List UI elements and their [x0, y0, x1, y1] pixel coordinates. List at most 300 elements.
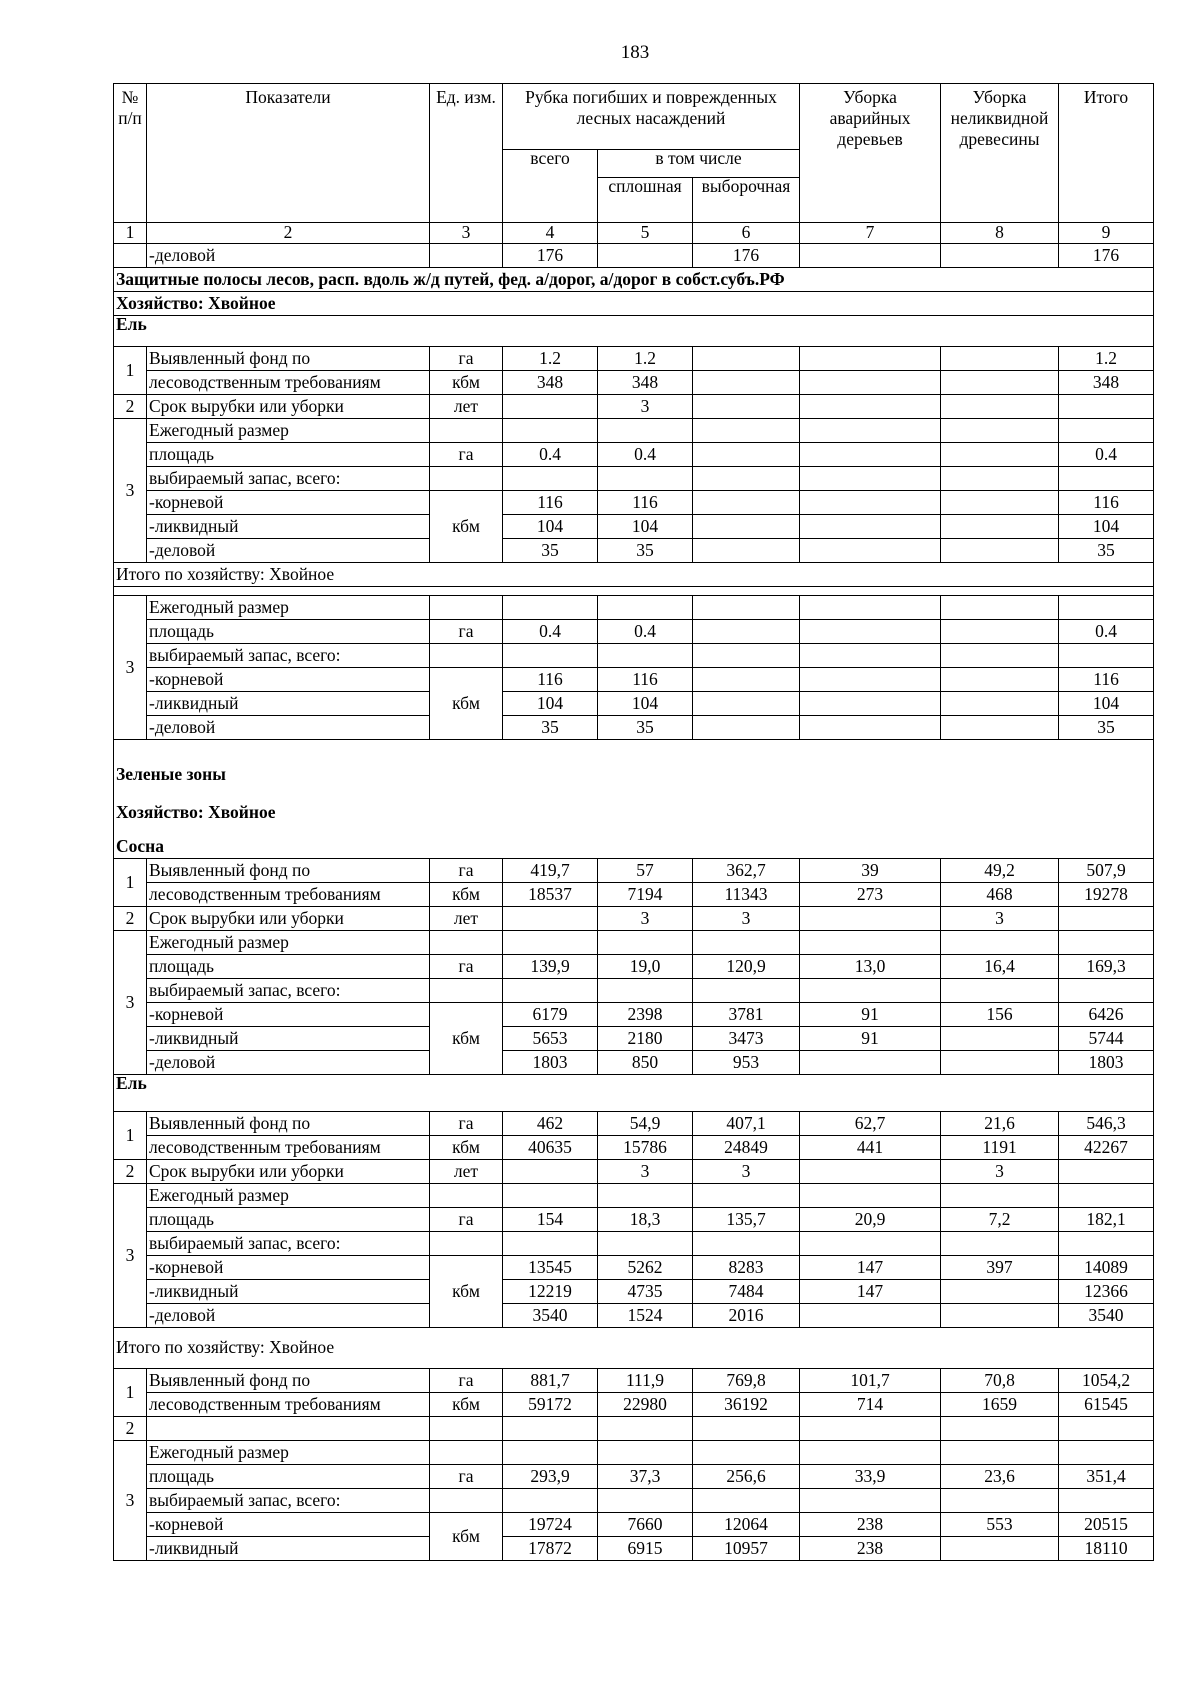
value-cell: 4735 [598, 1280, 693, 1304]
value-cell: 54,9 [598, 1112, 693, 1136]
value-cell: 35 [598, 716, 693, 740]
header-nonliquid: Уборка неликвидной древесины [941, 84, 1059, 223]
value-cell: 104 [598, 515, 693, 539]
value-cell: 0.4 [598, 620, 693, 644]
table-row [114, 1184, 1154, 1208]
value-cell: 169,3 [1059, 955, 1154, 979]
value-cell: 1.2 [1059, 347, 1154, 371]
table-row [114, 692, 1154, 716]
value-cell [941, 979, 1059, 1003]
indicator-label: -деловой [147, 1051, 430, 1075]
unit-cell: кбм [430, 371, 503, 395]
value-cell: 348 [1059, 371, 1154, 395]
value-cell: 7,2 [941, 1208, 1059, 1232]
indicator-label: выбираемый запас, всего: [147, 979, 430, 1003]
value-cell [800, 1184, 941, 1208]
value-cell: 42267 [1059, 1136, 1154, 1160]
indicator-label: Выявленный фонд по [147, 859, 430, 883]
value-cell [693, 443, 800, 467]
value-cell: 5653 [503, 1027, 598, 1051]
value-cell: 101,7 [800, 1369, 941, 1393]
value-cell [693, 668, 800, 692]
value-cell [800, 979, 941, 1003]
indicator-label: Выявленный фонд по [147, 1112, 430, 1136]
unit-cell: лет [430, 1160, 503, 1184]
value-cell: 20,9 [800, 1208, 941, 1232]
table-row [114, 1256, 1154, 1280]
table-row [114, 1369, 1154, 1393]
value-cell: 1054,2 [1059, 1369, 1154, 1393]
value-cell: 18110 [1059, 1537, 1154, 1561]
value-cell: 139,9 [503, 955, 598, 979]
row-number: 1 [114, 347, 147, 395]
value-cell: 1191 [941, 1136, 1059, 1160]
value-cell [693, 347, 800, 371]
value-cell [941, 1489, 1059, 1513]
value-cell: 6915 [598, 1537, 693, 1561]
value-cell [1059, 395, 1154, 419]
indicator-label: лесоводственным требованиям [147, 371, 430, 395]
value-cell [941, 347, 1059, 371]
unit-cell [430, 1184, 503, 1208]
indicator-label: -ликвидный [147, 692, 430, 716]
value-cell: 1.2 [598, 347, 693, 371]
value-cell: 3 [598, 907, 693, 931]
row-number: 2 [114, 395, 147, 419]
section-row [114, 740, 1154, 859]
table-row [114, 1232, 1154, 1256]
table-row [114, 1160, 1154, 1184]
table-row [114, 668, 1154, 692]
value-cell: 407,1 [693, 1112, 800, 1136]
table-row [114, 244, 1154, 268]
table-row [114, 1027, 1154, 1051]
header-num: № п/п [114, 84, 147, 223]
section-label: Хозяйство: Хвойное [114, 292, 1154, 316]
value-cell [598, 244, 693, 268]
value-cell [503, 467, 598, 491]
value-cell [693, 716, 800, 740]
section-label: Защитные полосы лесов, расп. вдоль ж/д путей, фед. а/дорог, а/дорог в собст.субъ.РФ [114, 268, 1154, 292]
value-cell: 1803 [1059, 1051, 1154, 1075]
value-cell: 17872 [503, 1537, 598, 1561]
value-cell [941, 1232, 1059, 1256]
value-cell [941, 1441, 1059, 1465]
value-cell: 70,8 [941, 1369, 1059, 1393]
value-cell: 273 [800, 883, 941, 907]
value-cell: 23,6 [941, 1465, 1059, 1489]
indicator-label: площадь [147, 1465, 430, 1489]
value-cell [693, 931, 800, 955]
table-row [114, 1489, 1154, 1513]
table-cell [800, 1417, 941, 1441]
header-emergency: Уборка аварийных деревьев [800, 84, 941, 223]
value-cell [1059, 1232, 1154, 1256]
value-cell [693, 467, 800, 491]
value-cell: 0.4 [503, 620, 598, 644]
value-cell [598, 1184, 693, 1208]
indicator-label: Ежегодный размер [147, 419, 430, 443]
value-cell: 12219 [503, 1280, 598, 1304]
value-cell: 3540 [1059, 1304, 1154, 1328]
indicator-label: -корневой [147, 668, 430, 692]
row-number: 2 [114, 907, 147, 931]
indicator-label: -корневой [147, 491, 430, 515]
table-row [114, 1417, 1154, 1441]
column-number: 7 [800, 223, 941, 244]
value-cell [941, 1304, 1059, 1328]
table-cell [693, 1417, 800, 1441]
unit-cell: га [430, 620, 503, 644]
value-cell [598, 467, 693, 491]
indicator-label: площадь [147, 955, 430, 979]
value-cell: 104 [503, 692, 598, 716]
value-cell: 116 [1059, 491, 1154, 515]
value-cell: 176 [503, 244, 598, 268]
value-cell [693, 1489, 800, 1513]
indicator-label: -ликвидный [147, 515, 430, 539]
value-cell: 57 [598, 859, 693, 883]
value-cell: 15786 [598, 1136, 693, 1160]
value-cell: 8283 [693, 1256, 800, 1280]
value-cell [693, 1232, 800, 1256]
indicator-label: лесоводственным требованиям [147, 1136, 430, 1160]
table-row [114, 1051, 1154, 1075]
value-cell: 16,4 [941, 955, 1059, 979]
species-label: Сосна [116, 836, 164, 856]
value-cell [693, 395, 800, 419]
section-row [114, 268, 1154, 292]
value-cell [800, 1489, 941, 1513]
value-cell: 104 [1059, 515, 1154, 539]
unit-cell [430, 467, 503, 491]
value-cell [800, 1304, 941, 1328]
value-cell: 7484 [693, 1280, 800, 1304]
value-cell [503, 1184, 598, 1208]
value-cell: 2398 [598, 1003, 693, 1027]
value-cell: 116 [1059, 668, 1154, 692]
value-cell: 468 [941, 883, 1059, 907]
table-row [114, 883, 1154, 907]
value-cell [503, 419, 598, 443]
value-cell: 507,9 [1059, 859, 1154, 883]
table-row [114, 1513, 1154, 1537]
value-cell [800, 347, 941, 371]
unit-cell [430, 1441, 503, 1465]
value-cell [800, 1051, 941, 1075]
value-cell: 116 [503, 668, 598, 692]
indicator-label: -корневой [147, 1513, 430, 1537]
value-cell [1059, 1184, 1154, 1208]
value-cell: 238 [800, 1537, 941, 1561]
indicator-label: выбираемый запас, всего: [147, 1232, 430, 1256]
unit-cell: кбм [430, 668, 503, 740]
header-total-sub: всего [503, 150, 598, 223]
unit-cell: кбм [430, 1256, 503, 1328]
column-number: 3 [430, 223, 503, 244]
table-row [114, 596, 1154, 620]
column-number: 9 [1059, 223, 1154, 244]
indicator-label: Срок вырубки или уборки [147, 395, 430, 419]
value-cell: 39 [800, 859, 941, 883]
value-cell: 351,4 [1059, 1465, 1154, 1489]
value-cell [1059, 467, 1154, 491]
value-cell [941, 1280, 1059, 1304]
table-row [114, 620, 1154, 644]
value-cell [800, 419, 941, 443]
value-cell: 104 [1059, 692, 1154, 716]
section-label: Итого по хозяйству: Хвойное [114, 563, 1154, 587]
value-cell: 1.2 [503, 347, 598, 371]
value-cell [693, 596, 800, 620]
unit-cell [430, 419, 503, 443]
row-number: 2 [114, 1160, 147, 1184]
value-cell [503, 596, 598, 620]
value-cell: 61545 [1059, 1393, 1154, 1417]
value-cell: 22980 [598, 1393, 693, 1417]
unit-cell: кбм [430, 491, 503, 563]
value-cell [800, 244, 941, 268]
row-number: 1 [114, 1112, 147, 1160]
table-row [114, 1441, 1154, 1465]
value-cell [941, 419, 1059, 443]
value-cell: 18537 [503, 883, 598, 907]
value-cell: 7660 [598, 1513, 693, 1537]
row-number: 1 [114, 1369, 147, 1417]
value-cell [503, 931, 598, 955]
value-cell [941, 371, 1059, 395]
indicator-label: выбираемый запас, всего: [147, 1489, 430, 1513]
value-cell [941, 1051, 1059, 1075]
value-cell [1059, 1441, 1154, 1465]
value-cell [941, 467, 1059, 491]
value-cell [941, 539, 1059, 563]
unit-cell [430, 931, 503, 955]
value-cell: 348 [598, 371, 693, 395]
value-cell: 419,7 [503, 859, 598, 883]
forest-felling-table [113, 83, 1154, 1561]
value-cell [800, 620, 941, 644]
value-cell: 3473 [693, 1027, 800, 1051]
unit-cell: га [430, 443, 503, 467]
value-cell: 714 [800, 1393, 941, 1417]
value-cell [800, 515, 941, 539]
value-cell: 0.4 [1059, 443, 1154, 467]
value-cell [800, 1232, 941, 1256]
value-cell: 546,3 [1059, 1112, 1154, 1136]
value-cell [800, 371, 941, 395]
value-cell [800, 644, 941, 668]
indicator-label: -ликвидный [147, 1537, 430, 1561]
table-row [114, 1003, 1154, 1027]
indicator-label: -деловой [147, 244, 430, 268]
value-cell [693, 692, 800, 716]
table-row [114, 1304, 1154, 1328]
indicator-label: лесоводственным требованиям [147, 883, 430, 907]
value-cell: 116 [598, 668, 693, 692]
value-cell [503, 644, 598, 668]
unit-cell [430, 596, 503, 620]
indicator-label: площадь [147, 1208, 430, 1232]
value-cell [693, 515, 800, 539]
value-cell: 3 [941, 1160, 1059, 1184]
table-row [114, 371, 1154, 395]
value-cell [503, 1232, 598, 1256]
value-cell [800, 443, 941, 467]
value-cell: 40635 [503, 1136, 598, 1160]
value-cell [503, 979, 598, 1003]
table-row [114, 419, 1154, 443]
header-row [114, 84, 1154, 150]
value-cell: 3 [598, 1160, 693, 1184]
value-cell: 37,3 [598, 1465, 693, 1489]
value-cell [800, 395, 941, 419]
value-cell: 147 [800, 1256, 941, 1280]
unit-cell: га [430, 1112, 503, 1136]
value-cell: 348 [503, 371, 598, 395]
value-cell [800, 1441, 941, 1465]
value-cell: 256,6 [693, 1465, 800, 1489]
unit-cell: кбм [430, 1513, 503, 1561]
value-cell [1059, 419, 1154, 443]
table-cell [503, 1417, 598, 1441]
table-row [114, 1112, 1154, 1136]
value-cell: 462 [503, 1112, 598, 1136]
value-cell: 116 [503, 491, 598, 515]
value-cell [1059, 644, 1154, 668]
value-cell [503, 1489, 598, 1513]
value-cell [800, 931, 941, 955]
value-cell: 35 [1059, 716, 1154, 740]
unit-cell: га [430, 347, 503, 371]
header-felling: Рубка погибших и поврежденных лесных насаждений [503, 84, 800, 150]
species-label: Ель [114, 1075, 1154, 1112]
value-cell: 0.4 [598, 443, 693, 467]
unit-cell: кбм [430, 1136, 503, 1160]
table-row [114, 716, 1154, 740]
value-cell: 3 [693, 1160, 800, 1184]
farm-label: Хозяйство: Хвойное [116, 801, 276, 822]
unit-cell: га [430, 1369, 503, 1393]
table-row [114, 1208, 1154, 1232]
value-cell: 769,8 [693, 1369, 800, 1393]
value-cell [941, 395, 1059, 419]
table-cell [114, 244, 147, 268]
value-cell: 12064 [693, 1513, 800, 1537]
column-number: 8 [941, 223, 1059, 244]
indicator-label: выбираемый запас, всего: [147, 467, 430, 491]
value-cell: 12366 [1059, 1280, 1154, 1304]
unit-cell: кбм [430, 883, 503, 907]
indicator-label: -корневой [147, 1256, 430, 1280]
table-cell [430, 1417, 503, 1441]
value-cell [693, 644, 800, 668]
table-row [114, 491, 1154, 515]
value-cell: 1659 [941, 1393, 1059, 1417]
value-cell [941, 443, 1059, 467]
value-cell: 176 [693, 244, 800, 268]
value-cell [1059, 1489, 1154, 1513]
section-row [114, 563, 1154, 587]
value-cell [800, 907, 941, 931]
value-cell: 6426 [1059, 1003, 1154, 1027]
indicator-label: -деловой [147, 539, 430, 563]
value-cell: 2180 [598, 1027, 693, 1051]
table-cell [147, 1417, 430, 1441]
value-cell [941, 620, 1059, 644]
value-cell [941, 1537, 1059, 1561]
value-cell: 116 [598, 491, 693, 515]
indicator-label: лесоводственным требованиям [147, 1393, 430, 1417]
section-group [114, 740, 1154, 859]
value-cell [941, 692, 1059, 716]
value-cell [941, 1027, 1059, 1051]
indicator-label: -деловой [147, 1304, 430, 1328]
value-cell: 154 [503, 1208, 598, 1232]
table-row [114, 931, 1154, 955]
unit-cell: га [430, 859, 503, 883]
value-cell [800, 491, 941, 515]
value-cell [693, 419, 800, 443]
indicator-label: -ликвидный [147, 1280, 430, 1304]
value-cell [800, 716, 941, 740]
value-cell [1059, 596, 1154, 620]
total-label: Итого по хозяйству: Хвойное [114, 1328, 1154, 1369]
table-row [114, 443, 1154, 467]
header-indicator: Показатели [147, 84, 430, 223]
value-cell [941, 491, 1059, 515]
value-cell: 156 [941, 1003, 1059, 1027]
value-cell [941, 515, 1059, 539]
value-cell [1059, 907, 1154, 931]
value-cell: 104 [598, 692, 693, 716]
unit-cell: га [430, 1208, 503, 1232]
header-total: Итого [1059, 84, 1154, 223]
unit-cell [430, 1232, 503, 1256]
column-number: 1 [114, 223, 147, 244]
unit-cell: кбм [430, 1003, 503, 1075]
value-cell: 397 [941, 1256, 1059, 1280]
value-cell [941, 1184, 1059, 1208]
value-cell: 35 [503, 716, 598, 740]
value-cell [503, 907, 598, 931]
value-cell: 238 [800, 1513, 941, 1537]
value-cell: 176 [1059, 244, 1154, 268]
value-cell [941, 668, 1059, 692]
value-cell: 62,7 [800, 1112, 941, 1136]
indicator-label: -деловой [147, 716, 430, 740]
indicator-label: Выявленный фонд по [147, 347, 430, 371]
value-cell [941, 644, 1059, 668]
table-row [114, 1537, 1154, 1561]
table-cell [1059, 1417, 1154, 1441]
header-including: в том числе [598, 150, 800, 178]
value-cell: 850 [598, 1051, 693, 1075]
value-cell [1059, 931, 1154, 955]
value-cell: 19,0 [598, 955, 693, 979]
value-cell: 553 [941, 1513, 1059, 1537]
header-selective: выборочная [693, 178, 800, 223]
value-cell [693, 620, 800, 644]
unit-cell [430, 644, 503, 668]
value-cell: 33,9 [800, 1465, 941, 1489]
value-cell: 3 [598, 395, 693, 419]
indicator-label: Ежегодный размер [147, 1184, 430, 1208]
spacer-row [114, 587, 1154, 596]
value-cell [941, 931, 1059, 955]
column-number: 5 [598, 223, 693, 244]
value-cell: 11343 [693, 883, 800, 907]
